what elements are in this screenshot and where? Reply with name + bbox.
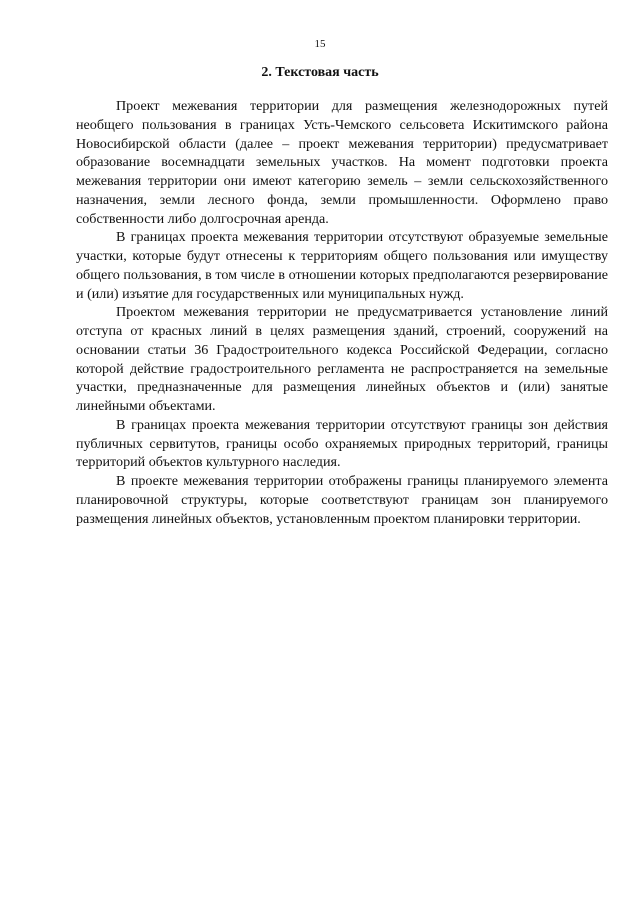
body-text — [76, 97, 608, 528]
paragraph-1: Проект межевания территории для размещения железнодорожных путей необщего пользования в границах Усть-Чемского сельсовета Искитимского района Новосибирской области (далее – проект межевания территории) предусматривает образование восемнадцати земельных участков. На момент подготовки проекта межевания территории они имеют категорию земель – земли сельскохозяйственного назначения, земли лесного фонда, земли промышленности. Оформлено право собственности либо долгосрочная аренда. — [76, 98, 608, 227]
page-number: 15 — [314, 38, 326, 50]
paragraph-3: Проектом межевания территории не предусматривается установление линий отступа от красных линий в целях размещения зданий, строений, сооружений на основании статьи 36 Градостроительного кодекса Российской Федерации, согласно которой действие градостроительного регламента не распространяется на земельные участки, предназначенные для размещения линейных объектов и (или) занятые линейными объектами. — [76, 304, 608, 414]
paragraph-5: В проекте межевания территории отображены границы планируемого элемента планировочной структуры, которые соответствуют границам зон планируемого размещения линейных объектов, установленным проектом планировки территории. — [76, 473, 608, 527]
paragraph-2: В границах проекта межевания территории отсутствуют образуемые земельные участки, которые будут отнесены к территориям общего пользования или имуществу общего пользования, в том числе в отношении которых предполагаются резервирование и (или) изъятие для государственных или муниципальных нужд. — [76, 229, 608, 302]
section-title: 2. Текстовая часть — [261, 65, 379, 80]
paragraph-4: В границах проекта межевания территории отсутствуют границы зон действия публичных сервитутов, границы особо охраняемых природных территорий, границы территорий объектов культурного наследия. — [76, 416, 608, 471]
